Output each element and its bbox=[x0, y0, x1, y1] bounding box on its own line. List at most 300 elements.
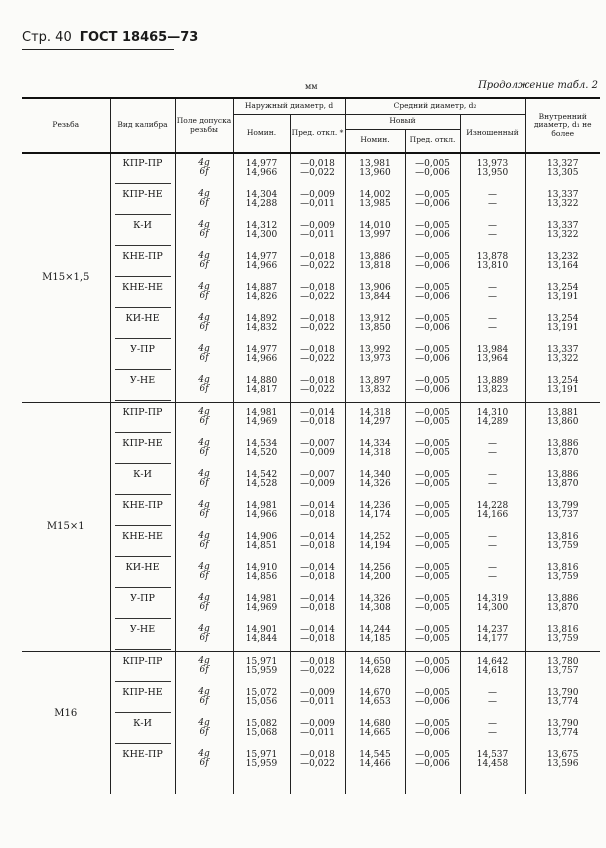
caliber-type: КНЕ-НЕ bbox=[115, 278, 171, 308]
pitch-nominal-value: 13,981 bbox=[359, 159, 391, 169]
tolerance-field-value: 6f bbox=[199, 540, 209, 551]
inner-diameter-value: 13,870 bbox=[547, 603, 579, 614]
pitch-nominal-value: 14,670 bbox=[359, 688, 391, 698]
outer-limit-dev-value: —0,018 bbox=[300, 750, 335, 760]
worn-pitch-value: — bbox=[488, 221, 498, 231]
outer-limit-dev-value: —0,022 bbox=[300, 168, 335, 179]
worn-pitch-value: 14,228 bbox=[476, 501, 509, 511]
header-pitch-limit-dev: Пред. откл. bbox=[405, 129, 460, 153]
pitch-nominal-value: 14,185 bbox=[359, 634, 391, 645]
pitch-nominal-value: 14,340 bbox=[359, 470, 391, 480]
pitch-nominal-value: 14,194 bbox=[359, 541, 391, 552]
inner-diameter-value: 13,337 bbox=[547, 345, 579, 355]
caliber-type: КПР-ПР bbox=[115, 652, 171, 682]
pitch-limit-dev-value: —0,005 bbox=[415, 252, 450, 262]
header-pitch-diameter: Средний диаметр, d₂ bbox=[345, 98, 525, 114]
tolerance-field-value: 4g bbox=[198, 220, 210, 230]
outer-limit-dev-value: —0,018 bbox=[300, 603, 335, 614]
outer-nominal-value: 14,966 bbox=[245, 261, 278, 272]
pitch-limit-dev-value: —0,005 bbox=[415, 448, 450, 459]
outer-nominal-value: 15,959 bbox=[245, 666, 278, 677]
tolerance-field-value: 6f bbox=[199, 509, 209, 520]
worn-pitch-value: 14,310 bbox=[476, 408, 509, 418]
tolerance-field-value: 4g bbox=[198, 313, 210, 323]
inner-diameter-value: 13,774 bbox=[547, 728, 579, 739]
header-outer-limit-dev: Пред. откл. * bbox=[290, 114, 345, 153]
tolerance-field-value: 4g bbox=[198, 562, 210, 572]
tolerance-field-value: 6f bbox=[199, 758, 209, 769]
inner-diameter-value: 13,774 bbox=[547, 697, 579, 708]
caliber-type: КПР-ПР bbox=[115, 403, 171, 433]
outer-limit-dev-value: —0,014 bbox=[300, 563, 335, 573]
header-caliber-type: Вид калибра bbox=[110, 98, 175, 153]
outer-nominal-value: 14,844 bbox=[245, 634, 278, 645]
pitch-limit-dev-value: —0,005 bbox=[415, 408, 450, 418]
pitch-limit-dev-value: —0,005 bbox=[415, 190, 450, 200]
pitch-nominal-value: 14,466 bbox=[359, 759, 391, 770]
outer-limit-dev-value: —0,022 bbox=[300, 385, 335, 396]
pitch-nominal-value: 14,252 bbox=[359, 532, 391, 542]
outer-nominal-value: 14,832 bbox=[245, 323, 278, 334]
outer-limit-dev-value: —0,022 bbox=[300, 261, 335, 272]
header-thread: Резьба bbox=[22, 98, 110, 153]
tolerance-field-value: 6f bbox=[199, 260, 209, 271]
tolerance-field-value: 6f bbox=[199, 416, 209, 427]
caliber-type: КНЕ-ПР bbox=[115, 496, 171, 526]
outer-nominal-value: 14,851 bbox=[245, 541, 278, 552]
tolerance-field-value: 6f bbox=[199, 602, 209, 613]
caliber-type: КИ-НЕ bbox=[115, 558, 171, 588]
outer-nominal-value: 14,977 bbox=[245, 159, 278, 169]
pitch-nominal-value: 14,680 bbox=[359, 719, 391, 729]
inner-diameter-value: 13,886 bbox=[547, 470, 579, 480]
outer-nominal-value: 15,056 bbox=[245, 697, 278, 708]
pitch-limit-dev-value: —0,005 bbox=[415, 376, 450, 386]
caliber-type: КНЕ-ПР bbox=[122, 749, 163, 760]
outer-limit-dev-value: —0,018 bbox=[300, 376, 335, 386]
worn-pitch-value: — bbox=[488, 283, 498, 293]
inner-diameter-value: 13,860 bbox=[547, 417, 579, 428]
tolerance-field-value: 4g bbox=[198, 687, 210, 697]
inner-diameter-value: 13,799 bbox=[547, 501, 579, 511]
tolerance-field-value: 6f bbox=[199, 384, 209, 395]
outer-nominal-value: 14,910 bbox=[245, 563, 278, 573]
worn-pitch-value: 13,964 bbox=[476, 354, 509, 365]
tolerance-field-value: 4g bbox=[198, 718, 210, 728]
worn-pitch-value: 13,878 bbox=[476, 252, 509, 262]
header-outer-nominal: Номин. bbox=[233, 114, 290, 153]
header-tolerance-field: Поле допуска резьбы bbox=[175, 98, 233, 153]
inner-diameter-value: 13,737 bbox=[547, 510, 579, 521]
outer-nominal-value: 14,856 bbox=[245, 572, 278, 583]
outer-limit-dev-value: —0,011 bbox=[300, 230, 335, 241]
inner-diameter-value: 13,757 bbox=[547, 666, 579, 677]
inner-diameter-value: 13,790 bbox=[547, 688, 579, 698]
table-row bbox=[22, 153, 600, 185]
inner-diameter-value: 13,759 bbox=[547, 634, 579, 645]
worn-pitch-value: — bbox=[488, 323, 498, 334]
worn-pitch-value: 13,889 bbox=[476, 376, 509, 386]
outer-limit-dev-value: —0,014 bbox=[300, 501, 335, 511]
pitch-nominal-value: 14,174 bbox=[359, 510, 391, 521]
worn-pitch-value: 14,166 bbox=[476, 510, 509, 521]
outer-limit-dev-value: —0,011 bbox=[300, 199, 335, 210]
outer-nominal-value: 14,906 bbox=[245, 532, 278, 542]
pitch-nominal-value: 13,886 bbox=[359, 252, 391, 262]
outer-limit-dev-value: —0,022 bbox=[300, 292, 335, 303]
caliber-type: К-И bbox=[115, 216, 171, 246]
inner-diameter-value: 13,337 bbox=[547, 221, 579, 231]
table-row-spacer bbox=[22, 776, 600, 794]
worn-pitch-value: 13,810 bbox=[476, 261, 509, 272]
outer-nominal-value: 14,880 bbox=[245, 376, 278, 386]
inner-diameter-value: 13,816 bbox=[547, 563, 579, 573]
pitch-limit-dev-value: —0,005 bbox=[415, 510, 450, 521]
worn-pitch-value: 14,642 bbox=[476, 657, 509, 667]
pitch-nominal-value: 14,200 bbox=[359, 572, 391, 583]
outer-limit-dev-value: —0,011 bbox=[300, 728, 335, 739]
worn-pitch-value: 14,319 bbox=[476, 594, 509, 604]
thread-size: M15×1,5 bbox=[22, 153, 110, 403]
pitch-nominal-value: 14,650 bbox=[359, 657, 391, 667]
pitch-nominal-value: 14,628 bbox=[359, 666, 391, 677]
pitch-limit-dev-value: —0,006 bbox=[415, 697, 450, 708]
outer-limit-dev-value: —0,022 bbox=[300, 759, 335, 770]
outer-nominal-value: 14,304 bbox=[245, 190, 278, 200]
inner-diameter-value: 13,254 bbox=[547, 376, 579, 386]
pitch-limit-dev-value: —0,005 bbox=[415, 563, 450, 573]
outer-nominal-value: 14,826 bbox=[245, 292, 278, 303]
worn-pitch-value: 14,618 bbox=[476, 666, 509, 677]
pitch-nominal-value: 14,308 bbox=[359, 603, 391, 614]
pitch-limit-dev-value: —0,006 bbox=[415, 385, 450, 396]
worn-pitch-value: — bbox=[488, 563, 498, 573]
inner-diameter-value: 13,870 bbox=[547, 479, 579, 490]
calibre-dimensions-table bbox=[22, 97, 600, 794]
outer-nominal-value: 14,534 bbox=[245, 439, 278, 449]
pitch-nominal-value: 14,318 bbox=[359, 408, 391, 418]
outer-nominal-value: 15,082 bbox=[245, 719, 278, 729]
worn-pitch-value: 14,458 bbox=[476, 759, 509, 770]
tolerance-field-value: 4g bbox=[198, 344, 210, 354]
outer-nominal-value: 14,288 bbox=[245, 199, 278, 210]
thread-size: M16 bbox=[22, 652, 110, 777]
worn-pitch-value: 13,950 bbox=[476, 168, 509, 179]
outer-limit-dev-value: —0,022 bbox=[300, 666, 335, 677]
inner-diameter-value: 13,870 bbox=[547, 448, 579, 459]
pitch-nominal-value: 13,850 bbox=[359, 323, 391, 334]
pitch-nominal-value: 13,832 bbox=[359, 385, 391, 396]
outer-nominal-value: 14,528 bbox=[245, 479, 278, 490]
units-label: мм bbox=[305, 82, 318, 91]
tolerance-field-value: 4g bbox=[198, 531, 210, 541]
table-row bbox=[22, 403, 600, 435]
worn-pitch-value: — bbox=[488, 314, 498, 324]
table-continuation-label: Продолжение табл. 2 bbox=[478, 80, 598, 91]
pitch-limit-dev-value: —0,005 bbox=[415, 750, 450, 760]
pitch-nominal-value: 14,545 bbox=[359, 750, 391, 760]
outer-nominal-value: 14,981 bbox=[245, 408, 278, 418]
caliber-type: КПР-НЕ bbox=[115, 434, 171, 464]
inner-diameter-value: 13,191 bbox=[547, 292, 579, 303]
outer-limit-dev-value: —0,009 bbox=[300, 221, 335, 231]
caliber-type: КПР-НЕ bbox=[115, 683, 171, 713]
worn-pitch-value: — bbox=[488, 719, 498, 729]
inner-diameter-value: 13,232 bbox=[547, 252, 579, 262]
pitch-limit-dev-value: —0,005 bbox=[415, 479, 450, 490]
caliber-type: К-И bbox=[115, 714, 171, 744]
inner-diameter-value: 13,596 bbox=[547, 759, 579, 770]
worn-pitch-value: — bbox=[488, 541, 498, 552]
pitch-nominal-value: 14,010 bbox=[359, 221, 391, 231]
worn-pitch-value: 14,177 bbox=[476, 634, 509, 645]
tolerance-field-value: 4g bbox=[198, 407, 210, 417]
tolerance-field-value: 6f bbox=[199, 727, 209, 738]
pitch-nominal-value: 14,665 bbox=[359, 728, 391, 739]
worn-pitch-value: 13,984 bbox=[476, 345, 509, 355]
caliber-type: У-ПР bbox=[115, 340, 171, 370]
worn-pitch-value: — bbox=[488, 439, 498, 449]
pitch-limit-dev-value: —0,005 bbox=[415, 625, 450, 635]
outer-limit-dev-value: —0,007 bbox=[300, 470, 335, 480]
pitch-nominal-value: 14,334 bbox=[359, 439, 391, 449]
pitch-nominal-value: 14,297 bbox=[359, 417, 391, 428]
outer-nominal-value: 14,966 bbox=[245, 354, 278, 365]
outer-nominal-value: 15,971 bbox=[245, 750, 278, 760]
pitch-limit-dev-value: —0,005 bbox=[415, 719, 450, 729]
outer-nominal-value: 14,966 bbox=[245, 510, 278, 521]
worn-pitch-value: — bbox=[488, 697, 498, 708]
standard-title: ГОСТ 18465—73 bbox=[79, 30, 199, 45]
outer-nominal-value: 14,977 bbox=[245, 252, 278, 262]
worn-pitch-value: 14,300 bbox=[476, 603, 509, 614]
inner-diameter-value: 13,816 bbox=[547, 625, 579, 635]
tolerance-field-value: 6f bbox=[199, 353, 209, 364]
outer-nominal-value: 14,312 bbox=[245, 221, 278, 231]
outer-limit-dev-value: —0,018 bbox=[300, 252, 335, 262]
pitch-limit-dev-value: —0,006 bbox=[415, 323, 450, 334]
pitch-nominal-value: 14,256 bbox=[359, 563, 391, 573]
page-number: Стр. 40 bbox=[22, 30, 72, 45]
pitch-nominal-value: 13,818 bbox=[359, 261, 391, 272]
pitch-limit-dev-value: —0,005 bbox=[415, 688, 450, 698]
outer-limit-dev-value: —0,009 bbox=[300, 448, 335, 459]
worn-pitch-value: 14,237 bbox=[476, 625, 509, 635]
inner-diameter-value: 13,337 bbox=[547, 190, 579, 200]
table-row bbox=[22, 652, 600, 684]
pitch-limit-dev-value: —0,006 bbox=[415, 354, 450, 365]
tolerance-field-value: 4g bbox=[198, 251, 210, 261]
inner-diameter-value: 13,191 bbox=[547, 385, 579, 396]
pitch-limit-dev-value: —0,006 bbox=[415, 261, 450, 272]
outer-limit-dev-value: —0,018 bbox=[300, 510, 335, 521]
outer-nominal-value: 14,969 bbox=[245, 417, 278, 428]
page-header bbox=[22, 30, 199, 50]
outer-limit-dev-value: —0,014 bbox=[300, 408, 335, 418]
outer-limit-dev-value: —0,018 bbox=[300, 657, 335, 667]
tolerance-field-value: 4g bbox=[198, 438, 210, 448]
caliber-type: У-ПР bbox=[115, 589, 171, 619]
worn-pitch-value: — bbox=[488, 230, 498, 241]
outer-nominal-value: 14,887 bbox=[245, 283, 278, 293]
header-pitch-nominal: Номин. bbox=[345, 129, 405, 153]
caliber-type: КНЕ-НЕ bbox=[115, 527, 171, 557]
pitch-nominal-value: 13,897 bbox=[359, 376, 391, 386]
tolerance-field-value: 4g bbox=[198, 656, 210, 666]
tolerance-field-value: 4g bbox=[198, 593, 210, 603]
pitch-limit-dev-value: —0,005 bbox=[415, 603, 450, 614]
pitch-limit-dev-value: —0,006 bbox=[415, 292, 450, 303]
pitch-nominal-value: 14,236 bbox=[359, 501, 391, 511]
inner-diameter-value: 13,322 bbox=[547, 199, 579, 210]
outer-nominal-value: 14,969 bbox=[245, 603, 278, 614]
pitch-limit-dev-value: —0,005 bbox=[415, 283, 450, 293]
worn-pitch-value: — bbox=[488, 532, 498, 542]
outer-limit-dev-value: —0,018 bbox=[300, 417, 335, 428]
pitch-limit-dev-value: —0,006 bbox=[415, 230, 450, 241]
outer-nominal-value: 15,068 bbox=[245, 728, 278, 739]
tolerance-field-value: 4g bbox=[198, 500, 210, 510]
inner-diameter-value: 13,254 bbox=[547, 283, 579, 293]
pitch-nominal-value: 13,912 bbox=[359, 314, 391, 324]
caliber-type: КПР-НЕ bbox=[115, 185, 171, 215]
inner-diameter-value: 13,886 bbox=[547, 594, 579, 604]
outer-nominal-value: 14,300 bbox=[245, 230, 278, 241]
inner-diameter-value: 13,759 bbox=[547, 541, 579, 552]
outer-nominal-value: 14,542 bbox=[245, 470, 278, 480]
outer-nominal-value: 14,977 bbox=[245, 345, 278, 355]
inner-diameter-value: 13,816 bbox=[547, 532, 579, 542]
outer-limit-dev-value: —0,018 bbox=[300, 572, 335, 583]
pitch-limit-dev-value: —0,006 bbox=[415, 666, 450, 677]
inner-diameter-value: 13,790 bbox=[547, 719, 579, 729]
inner-diameter-value: 13,886 bbox=[547, 439, 579, 449]
inner-diameter-value: 13,780 bbox=[547, 657, 579, 667]
outer-limit-dev-value: —0,018 bbox=[300, 541, 335, 552]
table-body bbox=[22, 153, 600, 794]
pitch-nominal-value: 13,985 bbox=[359, 199, 391, 210]
caliber-type: КИ-НЕ bbox=[115, 309, 171, 339]
outer-nominal-value: 14,981 bbox=[245, 594, 278, 604]
tolerance-field-value: 4g bbox=[198, 282, 210, 292]
outer-limit-dev-value: —0,009 bbox=[300, 719, 335, 729]
pitch-limit-dev-value: —0,006 bbox=[415, 199, 450, 210]
pitch-nominal-value: 14,318 bbox=[359, 448, 391, 459]
outer-nominal-value: 14,901 bbox=[245, 625, 278, 635]
outer-nominal-value: 15,971 bbox=[245, 657, 278, 667]
thread-size: M15×1 bbox=[22, 403, 110, 652]
outer-limit-dev-value: —0,009 bbox=[300, 190, 335, 200]
worn-pitch-value: 13,823 bbox=[476, 385, 509, 396]
worn-pitch-value: — bbox=[488, 199, 498, 210]
outer-nominal-value: 14,892 bbox=[245, 314, 278, 324]
outer-limit-dev-value: —0,014 bbox=[300, 532, 335, 542]
outer-nominal-value: 14,817 bbox=[245, 385, 278, 396]
pitch-limit-dev-value: —0,005 bbox=[415, 417, 450, 428]
worn-pitch-value: 14,537 bbox=[476, 750, 509, 760]
inner-diameter-value: 13,675 bbox=[547, 750, 579, 760]
inner-diameter-value: 13,322 bbox=[547, 230, 579, 241]
pitch-nominal-value: 13,997 bbox=[359, 230, 391, 241]
pitch-limit-dev-value: —0,005 bbox=[415, 159, 450, 169]
pitch-limit-dev-value: —0,005 bbox=[415, 221, 450, 231]
tolerance-field-value: 6f bbox=[199, 478, 209, 489]
header-outer-diameter: Наружный диаметр, d bbox=[233, 98, 345, 114]
pitch-limit-dev-value: —0,005 bbox=[415, 345, 450, 355]
outer-nominal-value: 15,072 bbox=[245, 688, 278, 698]
pitch-nominal-value: 13,960 bbox=[359, 168, 391, 179]
outer-limit-dev-value: —0,009 bbox=[300, 688, 335, 698]
header-worn: Изношенный bbox=[460, 114, 525, 153]
tolerance-field-value: 4g bbox=[198, 749, 210, 759]
pitch-nominal-value: 13,906 bbox=[359, 283, 391, 293]
worn-pitch-value: — bbox=[488, 292, 498, 303]
tolerance-field-value: 6f bbox=[199, 322, 209, 333]
outer-limit-dev-value: —0,018 bbox=[300, 283, 335, 293]
outer-limit-dev-value: —0,011 bbox=[300, 697, 335, 708]
outer-limit-dev-value: —0,018 bbox=[300, 159, 335, 169]
outer-limit-dev-value: —0,014 bbox=[300, 625, 335, 635]
pitch-nominal-value: 14,326 bbox=[359, 479, 391, 490]
pitch-nominal-value: 14,244 bbox=[359, 625, 391, 635]
pitch-limit-dev-value: —0,005 bbox=[415, 501, 450, 511]
pitch-nominal-value: 14,002 bbox=[359, 190, 391, 200]
tolerance-field-value: 6f bbox=[199, 229, 209, 240]
tolerance-field-value: 6f bbox=[199, 696, 209, 707]
header-new: Новый bbox=[345, 114, 460, 129]
outer-nominal-value: 14,520 bbox=[245, 448, 278, 459]
caliber-type: К-И bbox=[115, 465, 171, 495]
pitch-limit-dev-value: —0,006 bbox=[415, 728, 450, 739]
pitch-nominal-value: 14,326 bbox=[359, 594, 391, 604]
header-inner-diameter: Внутренний диаметр, d₁ не более bbox=[525, 98, 600, 153]
outer-nominal-value: 14,966 bbox=[245, 168, 278, 179]
tolerance-field-value: 4g bbox=[198, 469, 210, 479]
tolerance-field-value: 6f bbox=[199, 198, 209, 209]
pitch-limit-dev-value: —0,005 bbox=[415, 594, 450, 604]
outer-nominal-value: 15,959 bbox=[245, 759, 278, 770]
pitch-nominal-value: 13,844 bbox=[359, 292, 391, 303]
pitch-limit-dev-value: —0,006 bbox=[415, 168, 450, 179]
worn-pitch-value: — bbox=[488, 470, 498, 480]
pitch-nominal-value: 13,973 bbox=[359, 354, 391, 365]
pitch-limit-dev-value: —0,005 bbox=[415, 532, 450, 542]
inner-diameter-value: 13,881 bbox=[547, 408, 579, 418]
inner-diameter-value: 13,759 bbox=[547, 572, 579, 583]
tolerance-field-value: 4g bbox=[198, 375, 210, 385]
pitch-limit-dev-value: —0,005 bbox=[415, 470, 450, 480]
outer-limit-dev-value: —0,018 bbox=[300, 314, 335, 324]
outer-limit-dev-value: —0,018 bbox=[300, 345, 335, 355]
pitch-nominal-value: 14,653 bbox=[359, 697, 391, 708]
pitch-limit-dev-value: —0,005 bbox=[415, 634, 450, 645]
outer-limit-dev-value: —0,007 bbox=[300, 439, 335, 449]
worn-pitch-value: — bbox=[488, 728, 498, 739]
outer-limit-dev-value: —0,022 bbox=[300, 323, 335, 334]
tolerance-field-value: 6f bbox=[199, 447, 209, 458]
worn-pitch-value: — bbox=[488, 479, 498, 490]
inner-diameter-value: 13,305 bbox=[547, 168, 579, 179]
pitch-limit-dev-value: —0,006 bbox=[415, 759, 450, 770]
caliber-type: У-НЕ bbox=[115, 620, 171, 650]
tolerance-field-value: 4g bbox=[198, 624, 210, 634]
pitch-limit-dev-value: —0,005 bbox=[415, 657, 450, 667]
caliber-type: КНЕ-ПР bbox=[115, 247, 171, 277]
pitch-nominal-value: 13,992 bbox=[359, 345, 391, 355]
outer-limit-dev-value: —0,018 bbox=[300, 634, 335, 645]
caliber-type: У-НЕ bbox=[115, 371, 171, 401]
worn-pitch-value: 13,973 bbox=[476, 159, 509, 169]
